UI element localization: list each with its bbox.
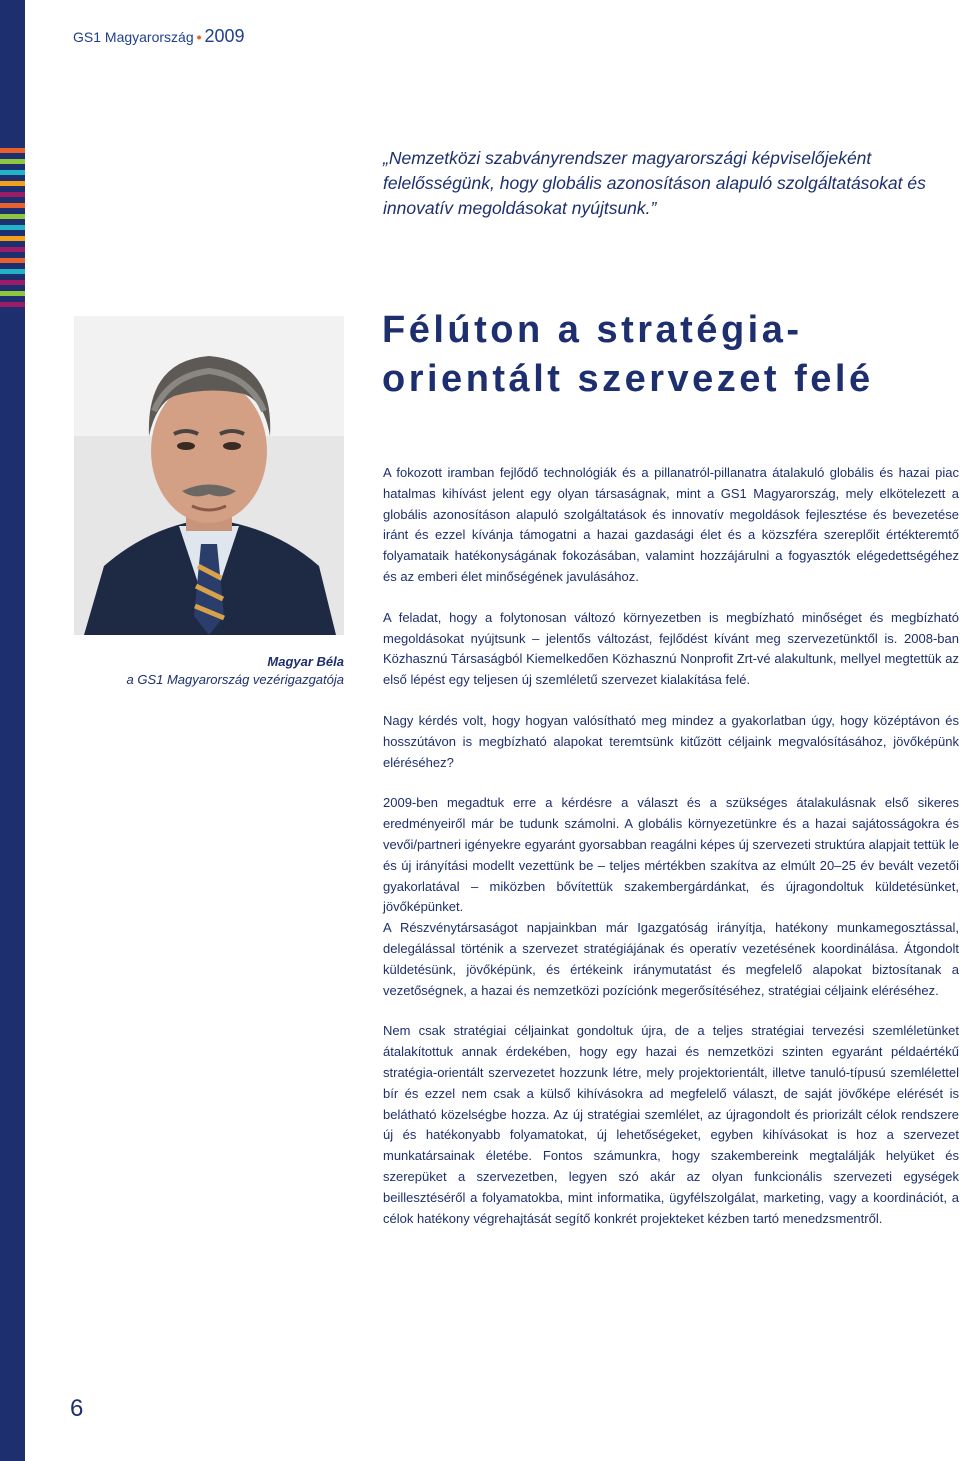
header-year: 2009 [204, 26, 245, 46]
color-stripe [0, 302, 25, 307]
color-stripe [0, 236, 25, 241]
pull-quote: „Nemzetközi szabványrendszer magyarországi képviselőjeként felelősségünk, hogy globális azonosításon alapuló szolgáltatásokat és innovatív megoldásokat nyújtsunk.” [383, 148, 926, 218]
color-stripe [0, 280, 25, 285]
header-org: GS1 Magyarország [73, 29, 194, 45]
portrait-illustration [74, 316, 344, 635]
color-stripe [0, 170, 25, 175]
header-bullet: • [196, 29, 202, 45]
paragraph-2: A feladat, hogy a folytonosan változó környezetben is megbízható minőséget és megbízható megoldásokat nyújtsunk – jelentős változást, fejlődést kívánt meg szervezetünktől is. 2008-ban Közhasznú Társaságból Kiemelkedően Közhasznú Nonprofit Zrt-vé alakultunk, mellyel megtettük az első lépést egy teljesen új szemléletű szervezet kialakítása felé. [383, 609, 959, 688]
paragraph-6: Nem csak stratégiai céljainkat gondoltuk újra, de a teljes stratégiai tervezési szemléletünket átalakítottuk annak érdekében, hogy egy hazai és nemzetközi szinten egyaránt példaértékű stratégia-orientált szervezetet hozzunk létre, mely projektorientált, illetve tanuló-típusú szemlélettel bír és ezzel nem csak a külső kihívásokra ad megfelelő választ, de saját jövőképe elérését is belátható közelségbe hozza. Az új stratégiai szemlélet, az újragondolt és priorizált célok rendszere új és hatékonyabb folyamatokat, új lehetőségeket, egyben kihívásokat is hoz a szervezet munkatársainak életébe. Fontos számunkra, hogy szakembereink megtalálják helyüket és szerepüket a szervezetben, legyen szó akár az olyan funkcionális szervezeti egységek beillesztéséről a folyamatokba, mint informatika, ügyfélszolgálat, marketing, vagy a koordinációt, a célok hatékony végrehajtását segítő konkrét projekteket kézben tartó menedzsmentről. [383, 1023, 959, 1226]
paragraph-3: Nagy kérdés volt, hogy hogyan valósítható meg mindez a gyakorlatban úgy, hogy középtávon és hosszútávon is megbízható alapokat teremtsünk kitűzött céljaink megvalósításához, jövőképünk eléréséhez? [383, 712, 959, 770]
paragraph-5: A Részvénytársaságot napjainkban már Igazgatóság irányítja, hatékony munkamegosztással, delegálással történik a szervezet stratégiájának és operatív vezetésének koordinálása. Átgondolt küldetésünk, jövőképünk, és értékeink iránymutatást és megfelelő alapokat biztosítanak a vezetőségnek, a hazai és nemzetközi pozíciónk megerősítéséhez, stratégiai céljaink eléréséhez. [383, 920, 959, 998]
portrait-photo [74, 316, 344, 635]
caption-role: a GS1 Magyarország vezérigazgatója [126, 672, 344, 687]
color-stripe [0, 214, 25, 219]
color-stripe [0, 148, 25, 153]
color-stripe [0, 181, 25, 186]
caption-name: Magyar Béla [267, 654, 344, 669]
paragraph-1: A fokozott iramban fejlődő technológiák és a pillanatról-pillanatra átalakuló globális és hazai piac hatalmas kihívást jelent egy olyan társaságnak, mint a GS1 Magyarország, mely elkötelezett a globális azonosításon alapuló szolgáltatások és innovatív megoldások fejlesztése és bevezetése iránt és ezzel kívánja támogatni a hazai gazdasági élet és a közszféra szereplőit értékteremtő folyamataik hatékonyságának fokozásában, valamint hozzájárulni a fogyasztók elégedettségéhez és az emberi élet minőségének javulásához. [383, 465, 959, 584]
color-stripe [0, 258, 25, 263]
page-number: 6 [70, 1395, 84, 1422]
color-stripe [0, 247, 25, 252]
color-stripe [0, 225, 25, 230]
color-stripe [0, 291, 25, 296]
photo-caption [74, 653, 344, 689]
color-stripe [0, 269, 25, 274]
page-header [73, 26, 245, 47]
article-title: Félúton a stratégia-orientált szervezet felé [382, 309, 874, 400]
article-body [383, 463, 959, 1229]
color-stripe [0, 192, 25, 197]
color-stripe [0, 203, 25, 208]
paragraph-4: 2009-ben megadtuk erre a kérdésre a választ és a szükséges átalakulásnak első sikeres eredményeiről már be tudunk számolni. A globális környezetünkre és a hazai sajátosságokra és vevői/partneri igényekre egyaránt gyorsabban reagálni képes új szervezeti struktúra alapjait tettük le és új irányítási modellt vezettünk be – teljes mértékben szakítva az elmúlt 20–25 év bevált vezetői gyakorlatával – miközben bővítettük szakembergárdánkat, és újragondoltuk küldetésünket, jövőképünket. [383, 795, 959, 915]
color-stripe [0, 159, 25, 164]
color-stripes [0, 148, 25, 313]
